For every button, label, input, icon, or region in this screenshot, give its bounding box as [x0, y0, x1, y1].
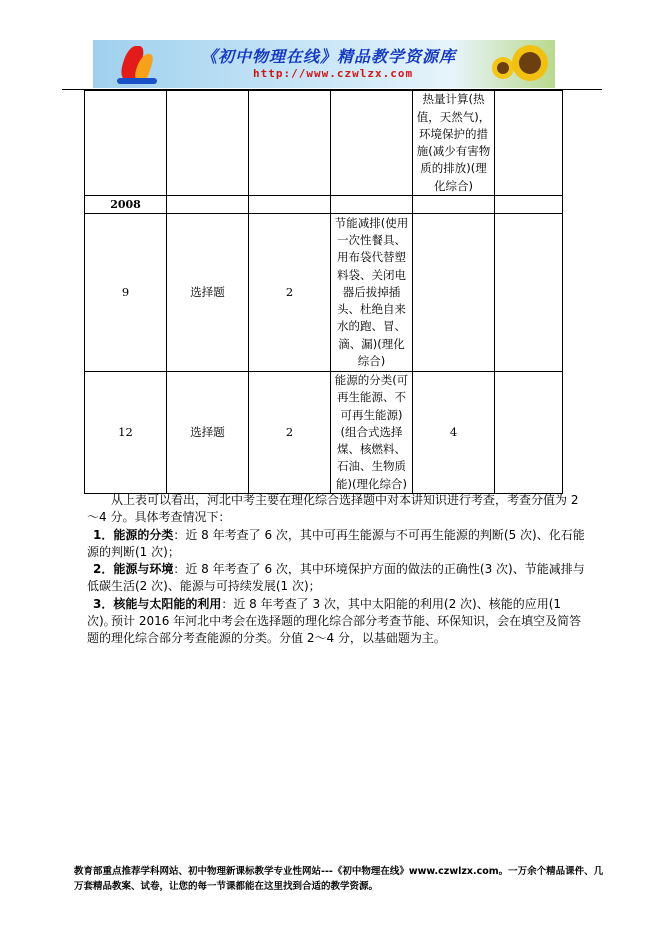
year-cell: 2008	[85, 196, 167, 214]
logo-base-shape	[117, 78, 157, 84]
table-cell	[413, 214, 495, 372]
item-3-text: ：近 8 年考查了 3 次，其中太阳能的利用(2 次)、核能的应用(1 次)。	[87, 597, 562, 628]
table-cell	[85, 91, 167, 196]
table-cell	[495, 196, 563, 214]
sunflower-small-icon	[497, 62, 509, 74]
footer-text: 教育部重点推荐学科网站、初中物理新课标教学专业性网站---《初中物理在线》www.czwlzx.com。一万余个精品课件、几万套精品教案、试卷，让您的每一节课都能在这里找到合适的教学资源。	[74, 866, 604, 892]
table-cell	[331, 196, 413, 214]
cell-content: 热量计算(热值，天然气)，环境保护的措施(减少有害物质的排放)(理化综合)	[416, 92, 491, 193]
sunflower-icon	[519, 52, 541, 74]
item-2-label: 2．能源与环境	[93, 562, 174, 576]
table-cell	[249, 91, 331, 196]
forecast-paragraph: 预计 2016 年河北中考会在选择题的理化综合部分考查节能、环保知识，会在填空及简答题的理化综合部分考查能源的分类。分值 2～4 分，以基础题为主。	[87, 614, 582, 645]
score-cell: 2	[249, 372, 331, 494]
table-cell	[249, 196, 331, 214]
question-number-cell: 9	[85, 214, 167, 372]
exam-table	[84, 90, 563, 494]
table-row	[85, 214, 563, 372]
table-row	[85, 91, 563, 196]
question-type-cell: 选择题	[167, 372, 249, 494]
question-type-cell: 选择题	[167, 214, 249, 372]
score-cell: 2	[249, 214, 331, 372]
table-cell	[331, 372, 413, 494]
cell-content: 节能减排(使用一次性餐具、用布袋代替塑料袋、关闭电器后拔掉插头、杜绝自来水的跑、冒、滴、漏)(理化综合)	[334, 215, 409, 369]
item-1	[87, 527, 587, 561]
table-cell	[331, 91, 413, 196]
item-2-text: ：近 8 年考查了 6 次，其中环境保护方面的做法的正确性(3 次)、节能减排与低碳生活(2 次)、能源与可持续发展(1 次)；	[87, 562, 585, 593]
table-cell	[413, 196, 495, 214]
intro-paragraph: 从上表可以看出，河北中考主要在理化综合选择题中对本讲知识进行考查，考查分值为 2～4 分。具体考查情况下：	[87, 493, 579, 524]
question-number-cell: 12	[85, 372, 167, 494]
total-score-cell: 4	[413, 372, 495, 494]
table-cell	[331, 214, 413, 372]
cell-content: 能源的分类(可再生能源、不可再生能源)(组合式选择煤、核燃料、石油、生物质能)(理化综合)	[334, 373, 409, 491]
table-row-year	[85, 196, 563, 214]
item-3-label: 3．核能与太阳能的利用	[93, 597, 222, 611]
table-cell	[167, 91, 249, 196]
table-cell	[495, 91, 563, 196]
table-cell	[413, 91, 495, 196]
item-2	[87, 561, 587, 595]
table-row	[85, 372, 563, 494]
banner-url[interactable]: http://www.czwlzx.com	[253, 67, 414, 80]
item-1-label: 1．能源的分类	[93, 528, 174, 542]
header-banner	[93, 40, 555, 88]
item-1-text: ：近 8 年考查了 6 次，其中可再生能源与不可再生能源的判断(5 次)、化石能源的判断(1 次)；	[87, 528, 585, 559]
table-cell	[167, 196, 249, 214]
banner-title: 《初中物理在线》精品教学资源库	[201, 47, 457, 66]
table-cell	[495, 214, 563, 372]
table-cell	[495, 372, 563, 494]
